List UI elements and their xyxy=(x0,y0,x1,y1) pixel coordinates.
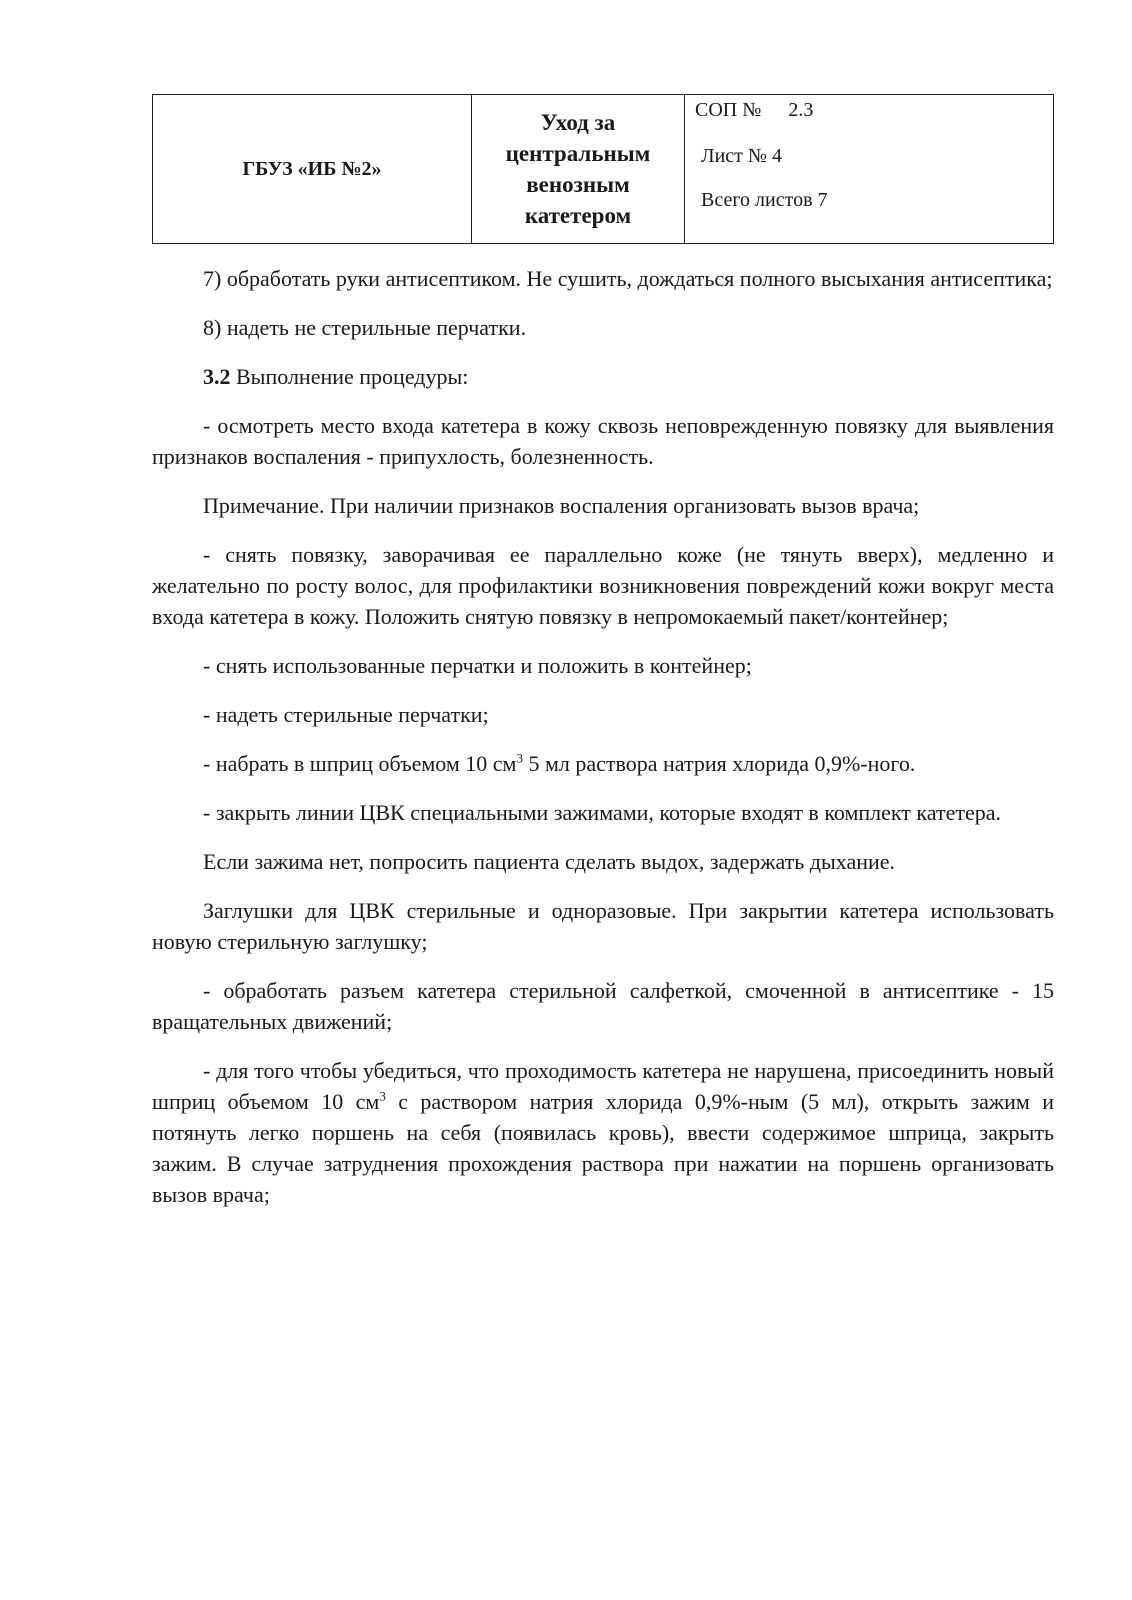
paragraph: - обработать разъем катетера стерильной салфеткой, смоченной в антисептике - 15 вращательных движений; xyxy=(152,978,1054,1034)
section-title: Выполнение процедуры: xyxy=(230,364,469,389)
paragraph xyxy=(152,748,1054,779)
text-fragment: с раствором натрия хлорида 0,9%-ным (5 мл), открыть зажим и потянуть легко поршень на себя (появилась кровь), ввести содержимое шприца, закрыть зажим. В случае затруднения прохождения раствора при нажатии на поршень организовать вызов врача; xyxy=(152,1089,1054,1207)
title-line: Уход за xyxy=(540,110,616,135)
paragraph: - снять использованные перчатки и положить в контейнер; xyxy=(203,653,752,678)
paragraph: - закрыть линии ЦВК специальными зажимами, которые входят в комплект катетера. xyxy=(203,800,1001,825)
paragraph: - надеть стерильные перчатки; xyxy=(203,702,489,727)
title-line: центральным xyxy=(505,141,651,166)
text-fragment: - набрать в шприц объемом 10 см xyxy=(203,751,517,776)
superscript: 3 xyxy=(516,750,523,766)
note-paragraph: Примечание. При наличии признаков воспаления организовать вызов врача; xyxy=(203,493,920,518)
section-number: 3.2 xyxy=(203,364,231,389)
title-line: венозным xyxy=(526,172,630,197)
organization-cell xyxy=(153,95,472,244)
paragraph xyxy=(152,1055,1054,1210)
sop-label: СОП № xyxy=(695,99,762,121)
document-header-table xyxy=(152,94,1054,244)
title-cell xyxy=(472,95,685,244)
paragraph: 8) надеть не стерильные перчатки. xyxy=(203,315,527,340)
total-sheets: Всего листов 7 xyxy=(701,189,828,211)
paragraph: 7) обработать руки антисептиком. Не сушить, дождаться полного высыхания антисептика; xyxy=(203,266,1053,291)
section-heading xyxy=(152,361,1054,392)
sop-number-line xyxy=(695,99,1053,121)
paragraph: Если зажима нет, попросить пациента сделать выдох, задержать дыхание. xyxy=(203,849,896,874)
sheet-number: Лист № 4 xyxy=(701,145,782,167)
text-fragment: 5 мл раствора натрия хлорида 0,9%-ного. xyxy=(522,751,916,776)
document-body xyxy=(152,263,1054,1228)
paragraph: Заглушки для ЦВК стерильные и одноразовые. При закрытии катетера использовать новую стерильную заглушку; xyxy=(152,898,1054,954)
organization-name: ГБУЗ «ИБ №2» xyxy=(242,157,382,180)
paragraph: - осмотреть место входа катетера в кожу сквозь неповрежденную повязку для выявления признаков воспаления - припухлость, болезненность. xyxy=(152,413,1054,469)
paragraph: - снять повязку, заворачивая ее параллельно коже (не тянуть вверх), медленно и желательно по росту волос, для профилактики возникновения повреждений кожи вокруг места входа катетера в кожу. Положить снятую повязку в непромокаемый пакет/контейнер; xyxy=(152,542,1054,629)
text-fragment: - для того чтобы убедиться, что проходимость катетера не нарушена, присоединить новый шприц объемом 10 см xyxy=(152,1058,1054,1114)
sop-number: 2.3 xyxy=(788,99,814,121)
superscript: 3 xyxy=(379,1088,386,1104)
meta-cell xyxy=(685,95,1054,244)
title-line: катетером xyxy=(524,203,632,228)
